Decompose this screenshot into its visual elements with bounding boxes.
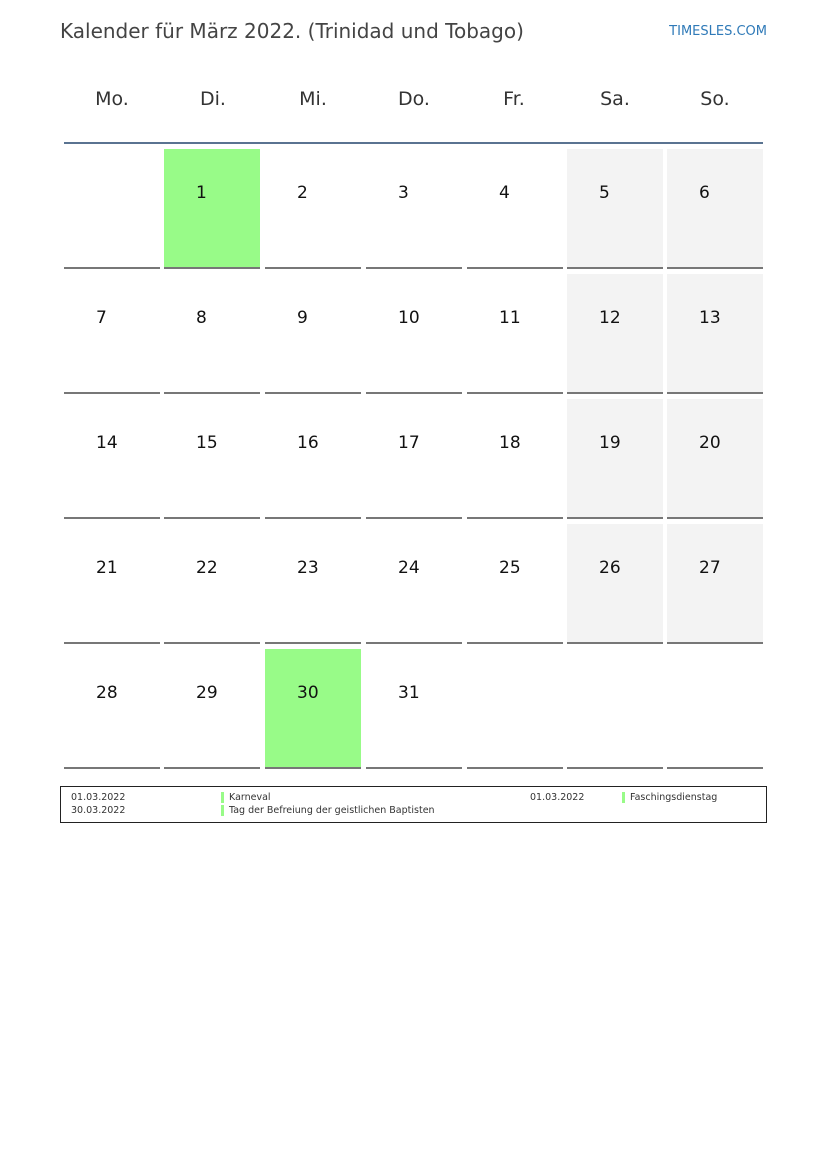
day-number: 17 [398, 433, 420, 453]
day-cell-10[interactable] [366, 274, 462, 394]
page-title: Kalender für März 2022. (Trinidad und Tobago) [60, 19, 524, 43]
weekday-mo: Mo. [95, 88, 129, 110]
day-number: 14 [96, 433, 118, 453]
day-number: 10 [398, 308, 420, 328]
day-cell-29[interactable] [164, 649, 260, 769]
day-cell-19[interactable] [567, 399, 663, 519]
day-number: 29 [196, 683, 218, 703]
day-cell-1[interactable] [164, 149, 260, 269]
day-cell-7[interactable] [64, 274, 160, 394]
empty-day-cell [467, 649, 563, 769]
weekday-do: Do. [398, 88, 430, 110]
day-cell-31[interactable] [366, 649, 462, 769]
weekday-di: Di. [200, 88, 226, 110]
header-divider [64, 142, 763, 144]
day-cell-5[interactable] [567, 149, 663, 269]
legend-holiday-name: Tag der Befreiung der geistlichen Baptisten [229, 805, 435, 816]
day-cell-6[interactable] [667, 149, 763, 269]
holiday-color-swatch [221, 792, 224, 803]
legend-date: 01.03.2022 [71, 792, 126, 803]
day-cell-11[interactable] [467, 274, 563, 394]
day-number: 3 [398, 183, 409, 203]
day-number: 11 [499, 308, 521, 328]
day-number: 15 [196, 433, 218, 453]
day-cell-20[interactable] [667, 399, 763, 519]
day-number: 24 [398, 558, 420, 578]
weekday-mi: Mi. [299, 88, 327, 110]
day-number: 20 [699, 433, 721, 453]
day-cell-3[interactable] [366, 149, 462, 269]
day-number: 7 [96, 308, 107, 328]
day-cell-28[interactable] [64, 649, 160, 769]
day-number: 13 [699, 308, 721, 328]
day-number: 4 [499, 183, 510, 203]
day-cell-14[interactable] [64, 399, 160, 519]
holiday-legend [60, 786, 767, 823]
legend-date: 01.03.2022 [530, 792, 585, 803]
day-cell-13[interactable] [667, 274, 763, 394]
day-number: 19 [599, 433, 621, 453]
day-number: 1 [196, 183, 207, 203]
day-cell-23[interactable] [265, 524, 361, 644]
day-number: 31 [398, 683, 420, 703]
weekday-fr: Fr. [503, 88, 525, 110]
day-cell-8[interactable] [164, 274, 260, 394]
day-number: 2 [297, 183, 308, 203]
day-cell-30[interactable] [265, 649, 361, 769]
day-cell-26[interactable] [567, 524, 663, 644]
legend-holiday-name: Faschingsdienstag [630, 792, 718, 803]
day-number: 16 [297, 433, 319, 453]
day-number: 8 [196, 308, 207, 328]
empty-day-cell [567, 649, 663, 769]
day-number: 21 [96, 558, 118, 578]
day-cell-21[interactable] [64, 524, 160, 644]
day-cell-15[interactable] [164, 399, 260, 519]
weekday-sa: Sa. [600, 88, 630, 110]
day-number: 9 [297, 308, 308, 328]
day-number: 6 [699, 183, 710, 203]
empty-day-cell [667, 649, 763, 769]
day-cell-27[interactable] [667, 524, 763, 644]
day-number: 5 [599, 183, 610, 203]
day-number: 18 [499, 433, 521, 453]
day-cell-4[interactable] [467, 149, 563, 269]
holiday-color-swatch [622, 792, 625, 803]
day-cell-16[interactable] [265, 399, 361, 519]
day-cell-22[interactable] [164, 524, 260, 644]
day-cell-9[interactable] [265, 274, 361, 394]
day-cell-17[interactable] [366, 399, 462, 519]
day-number: 28 [96, 683, 118, 703]
day-cell-18[interactable] [467, 399, 563, 519]
day-cell-24[interactable] [366, 524, 462, 644]
day-cell-25[interactable] [467, 524, 563, 644]
day-number: 26 [599, 558, 621, 578]
weekday-so: So. [700, 88, 730, 110]
day-number: 25 [499, 558, 521, 578]
legend-date: 30.03.2022 [71, 805, 126, 816]
day-cell-2[interactable] [265, 149, 361, 269]
holiday-color-swatch [221, 805, 224, 816]
day-number: 30 [297, 683, 319, 703]
legend-holiday-name: Karneval [229, 792, 271, 803]
site-link[interactable]: TIMESLES.COM [669, 24, 767, 39]
day-cell-12[interactable] [567, 274, 663, 394]
day-number: 22 [196, 558, 218, 578]
day-number: 27 [699, 558, 721, 578]
weekday-header-row [64, 88, 763, 120]
day-number: 12 [599, 308, 621, 328]
day-number: 23 [297, 558, 319, 578]
empty-day-cell [64, 149, 160, 269]
